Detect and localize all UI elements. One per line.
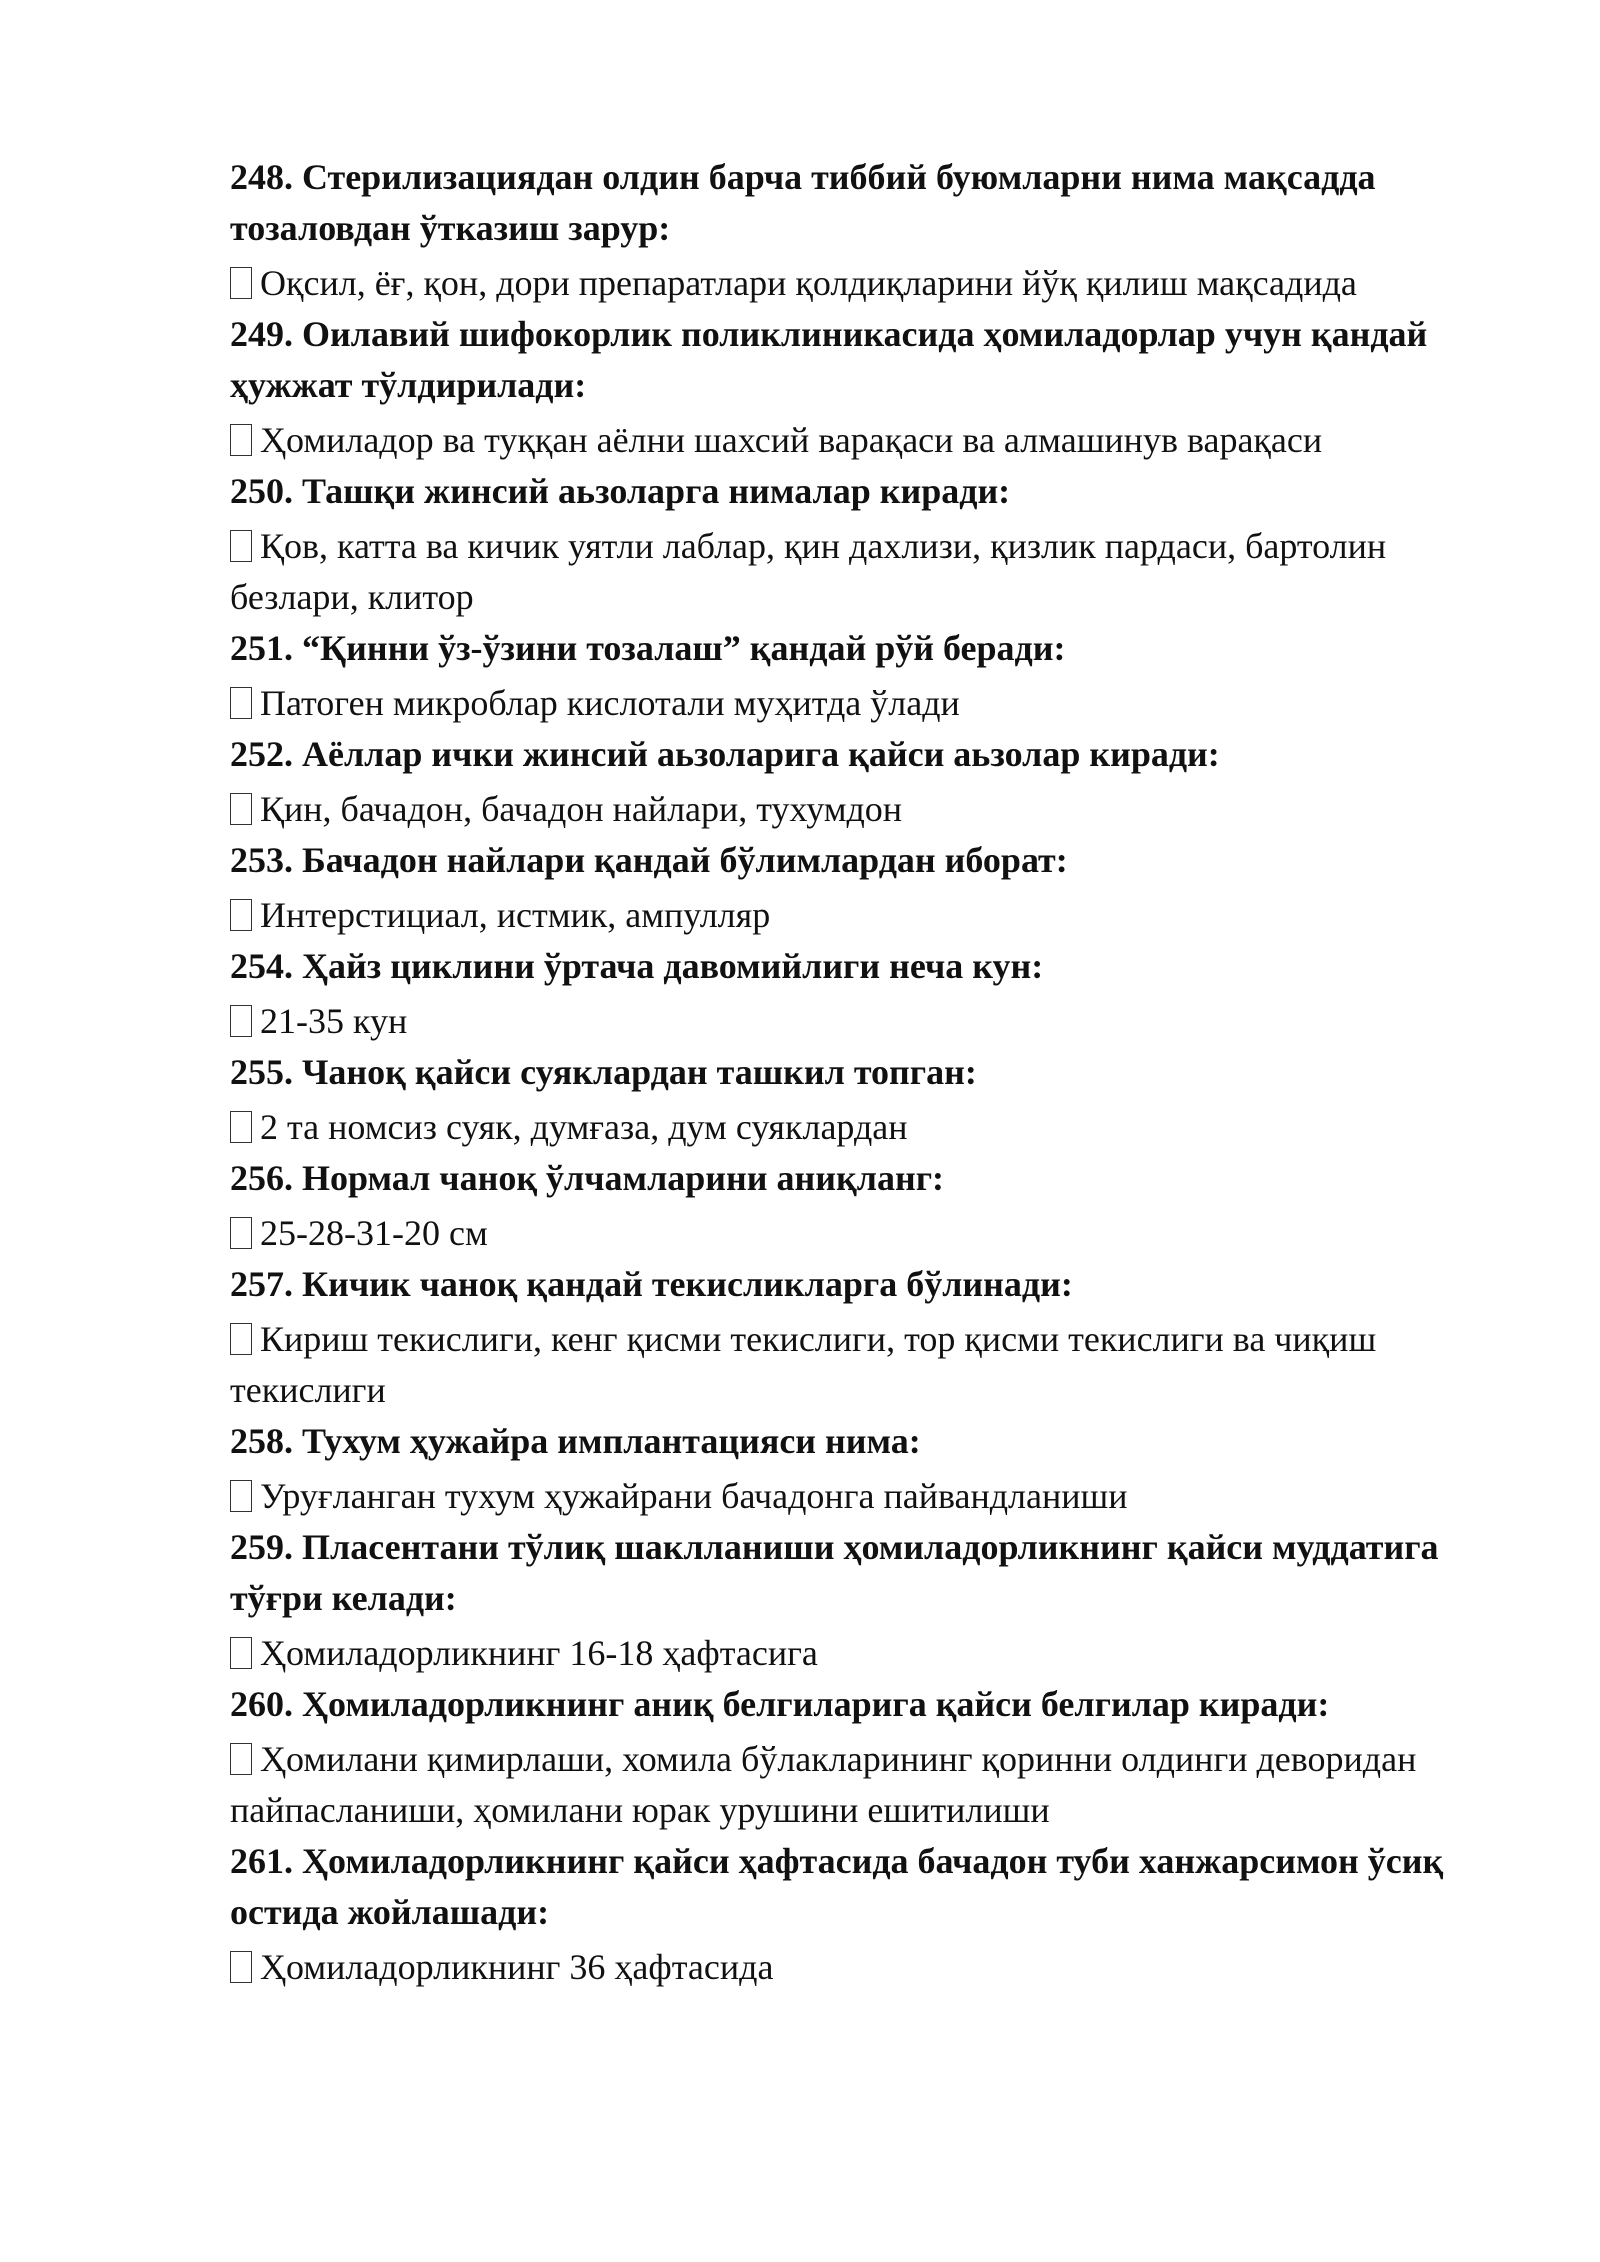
qa-item-250 [230, 466, 1500, 623]
question-text: 258. Тухум ҳужайра имплантацияси нима: [230, 1421, 921, 1461]
document-page [230, 152, 1500, 1993]
qa-item-249 [230, 309, 1500, 466]
answer-line [230, 996, 1500, 1047]
answer-line [230, 258, 1500, 309]
answer-text: Патоген микроблар кислотали муҳитда ўлади [260, 683, 960, 723]
question-text: 260. Ҳомиладорликнинг аниқ белгиларига қайси белгилар киради: [230, 1684, 1330, 1724]
answer-line [230, 415, 1500, 466]
answer-text: Уруғланган тухум ҳужайрани бачадонга пайвандланиши [260, 1476, 1128, 1516]
answer-text: 2 та номсиз суяк, думғаза, дум суяклардан [260, 1107, 908, 1147]
answer-text: Ҳомиладорликнинг 36 ҳафтасида [260, 1947, 774, 1987]
question-text: 248. Стерилизациядан олдин барча тиббий буюмларни нима мақсадда тозаловдан ўтказиш зарур: [230, 157, 1376, 248]
qa-item-252 [230, 729, 1500, 835]
missing-glyph-icon [230, 1217, 252, 1249]
question-text: 257. Кичик чаноқ қандай текисликларга бўлинади: [230, 1264, 1073, 1304]
answer-text: Ҳомиладорликнинг 16-18 ҳафтасига [260, 1633, 818, 1673]
question-text: 261. Ҳомиладорликнинг қайси ҳафтасида бачадон туби ханжарсимон ўсиқ остида жойлашади: [230, 1841, 1444, 1932]
qa-item-255 [230, 1047, 1500, 1153]
qa-item-257 [230, 1259, 1500, 1416]
qa-item-260 [230, 1679, 1500, 1836]
question-text: 255. Чаноқ қайси суяклардан ташкил топган: [230, 1052, 977, 1092]
answer-text: Кириш текислиги, кенг қисми текислиги, тор қисми текислиги ва чиқиш текислиги [230, 1319, 1377, 1410]
missing-glyph-icon [230, 899, 252, 931]
qa-item-248 [230, 152, 1500, 309]
answer-line [230, 890, 1500, 941]
question-text: 251. “Қинни ўз-ўзини тозалаш” қандай рўй беради: [230, 628, 1066, 668]
answer-line [230, 1102, 1500, 1153]
missing-glyph-icon [230, 1637, 252, 1669]
answer-line [230, 521, 1500, 623]
question-text: 259. Пласентани тўлиқ шаклланиши ҳомиладорликнинг қайси муддатига тўғри келади: [230, 1527, 1439, 1618]
qa-item-258 [230, 1416, 1500, 1522]
question-text: 254. Ҳайз циклини ўртача давомийлиги неча кун: [230, 946, 1044, 986]
answer-text: Оқсил, ёғ, қон, дори препаратлари қолдиқларини йўқ қилиш мақсадида [260, 263, 1357, 303]
missing-glyph-icon [230, 530, 252, 562]
qa-item-251 [230, 623, 1500, 729]
answer-line [230, 678, 1500, 729]
question-text: 249. Оилавий шифокорлик поликлиникасида ҳомиладорлар учун қандай ҳужжат тўлдирилади: [230, 314, 1428, 405]
missing-glyph-icon [230, 1480, 252, 1512]
question-text: 253. Бачадон найлари қандай бўлимлардан иборат: [230, 840, 1068, 880]
question-text: 256. Нормал чаноқ ўлчамларини аниқланг: [230, 1158, 945, 1198]
qa-item-254 [230, 941, 1500, 1047]
qa-item-261 [230, 1836, 1500, 1993]
answer-text: Ҳомилани қимирлаши, хомила бўлакларининг қоринни олдинги деворидан пайпасланиши, ҳомилани юрак урушини ешитилиши [230, 1739, 1417, 1830]
missing-glyph-icon [230, 1005, 252, 1037]
answer-line [230, 784, 1500, 835]
answer-line [230, 1208, 1500, 1259]
missing-glyph-icon [230, 793, 252, 825]
missing-glyph-icon [230, 1743, 252, 1775]
qa-item-253 [230, 835, 1500, 941]
missing-glyph-icon [230, 1951, 252, 1983]
answer-text: Қин, бачадон, бачадон найлари, тухумдон [260, 789, 903, 829]
answer-text: Ҳомиладор ва туққан аёлни шахсий варақаси ва алмашинув варақаси [260, 420, 1323, 460]
answer-text: Интерстициал, истмик, ампулляр [260, 895, 771, 935]
qa-item-256 [230, 1153, 1500, 1259]
missing-glyph-icon [230, 424, 252, 456]
answer-line [230, 1471, 1500, 1522]
answer-line [230, 1314, 1500, 1416]
question-text: 252. Аёллар ички жинсий аьзоларига қайси аьзолар киради: [230, 734, 1220, 774]
answer-line [230, 1734, 1500, 1836]
answer-line [230, 1942, 1500, 1993]
missing-glyph-icon [230, 1111, 252, 1143]
missing-glyph-icon [230, 1323, 252, 1355]
missing-glyph-icon [230, 687, 252, 719]
answer-text: 21-35 кун [260, 1001, 408, 1041]
answer-line [230, 1628, 1500, 1679]
qa-item-259 [230, 1522, 1500, 1679]
missing-glyph-icon [230, 267, 252, 299]
question-text: 250. Ташқи жинсий аьзоларга нималар киради: [230, 471, 1011, 511]
answer-text: 25-28-31-20 см [260, 1213, 488, 1253]
answer-text: Қов, катта ва кичик уятли лаблар, қин дахлизи, қизлик пардаси, бартолин безлари, клитор [230, 526, 1387, 617]
